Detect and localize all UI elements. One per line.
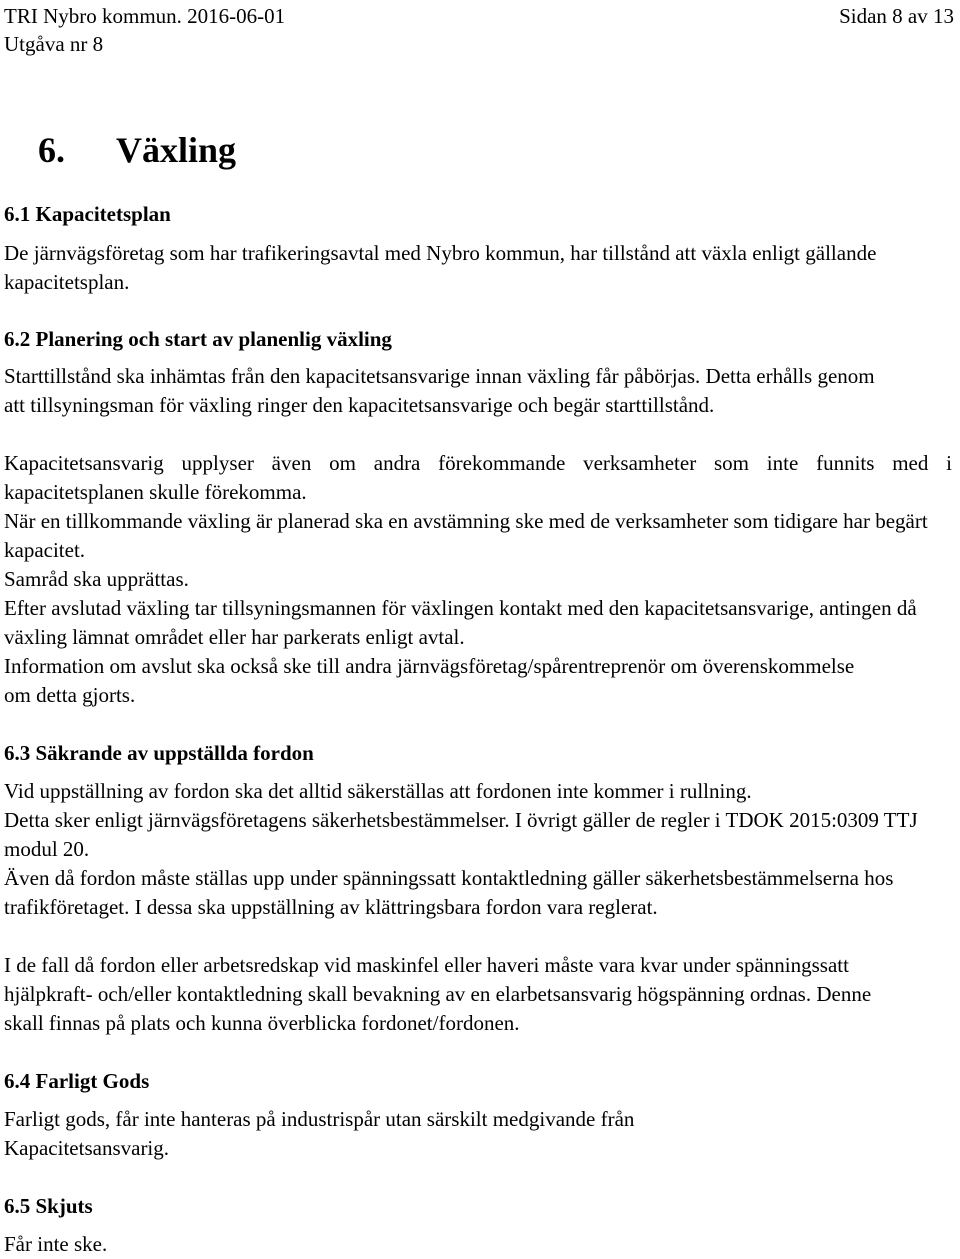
section-body-6-4 [4, 1105, 804, 1163]
section-body-6-2d [4, 594, 924, 652]
paragraph: Samråd ska upprättas. [4, 567, 189, 591]
paragraph: Vid uppställning av fordon ska det alltid säkerställas att fordonen inte kommer i rullning. [4, 779, 752, 803]
paragraph: Farligt gods, får inte hanteras på industrispår utan särskilt medgivande från Kapacitetsansvarig. [4, 1107, 635, 1160]
header-page-number: Sidan 8 av 13 [839, 4, 954, 28]
paragraph: De järnvägsföretag som har trafikeringsavtal med Nybro kommun, har tillstånd att växla enligt gällande kapacitetsplan. [4, 241, 877, 294]
paragraph: Får inte ske. [4, 1232, 108, 1256]
paragraph: Detta sker enligt järnvägsföretagens säkerhetsbestämmelser. I övrigt gäller de regler i TDOK 2015:0309 TTJ modul 20. [4, 808, 918, 861]
paragraph: Starttillstånd ska inhämtas från den kapacitetsansvarige innan växling får påbörjas. Detta erhålls genom att tillsyningsman för växling ringer den kapacitetsansvarige och begär starttillstånd. [4, 364, 875, 417]
paragraph: Även då fordon måste ställas upp under spänningssatt kontaktledning gäller säkerhetsbestämmelserna hos trafikföretaget. I dessa ska uppställning av klättringsbara fordon vara reglerat. [4, 866, 894, 919]
section-body-6-2c [4, 507, 934, 594]
section-body-6-3c [4, 864, 952, 922]
section-heading-6-1: 6.1 Kapacitetsplan [4, 202, 171, 226]
section-body-6-2b [4, 449, 952, 507]
chapter-number: 6. [38, 130, 65, 170]
section-body-6-2a [4, 362, 894, 420]
section-body-6-5 [4, 1230, 952, 1259]
section-body-6-3d [4, 951, 914, 1038]
section-body-6-3b [4, 806, 949, 864]
section-heading-6-3: 6.3 Säkrande av uppställda fordon [4, 741, 314, 765]
section-body-6-2e [4, 652, 884, 710]
chapter-title: Växling [116, 130, 237, 170]
paragraph: Efter avslutad växling tar tillsyningsmannen för växlingen kontakt med den kapacitetsansvarige, antingen då växling lämnat området eller har parkerats enligt avtal. [4, 596, 917, 649]
header-document-title: TRI Nybro kommun. 2016-06-01 [4, 4, 286, 28]
section-heading-6-2: 6.2 Planering och start av planenlig växling [4, 327, 392, 351]
section-body-6-3a [4, 777, 952, 806]
paragraph: I de fall då fordon eller arbetsredskap vid maskinfel eller haveri måste vara kvar under spänningssatt hjälpkraft- och/eller kontaktledning skall bevakning av en elarbetsansvarig högspänning ordnas. Denne skall finnas på plats och kunna överblicka fordonet/fordonen. [4, 953, 872, 1035]
paragraph: När en tillkommande växling är planerad ska en avstämning ske med de verksamheter som tidigare har begärt kapacitet. [4, 509, 928, 562]
chapter-heading [38, 128, 236, 172]
paragraph: Kapacitetsansvarig upplyser även om andra förekommande verksamheter som inte funnits med i kapacitetsplanen skulle förekomma. [4, 451, 952, 504]
section-heading-6-4: 6.4 Farligt Gods [4, 1069, 150, 1093]
section-body-6-1 [4, 239, 904, 297]
header-edition: Utgåva nr 8 [4, 32, 104, 56]
section-heading-6-5: 6.5 Skjuts [4, 1194, 93, 1218]
paragraph: Information om avslut ska också ske till andra järnvägsföretag/spårentreprenör om överenskommelse om detta gjorts. [4, 654, 855, 707]
